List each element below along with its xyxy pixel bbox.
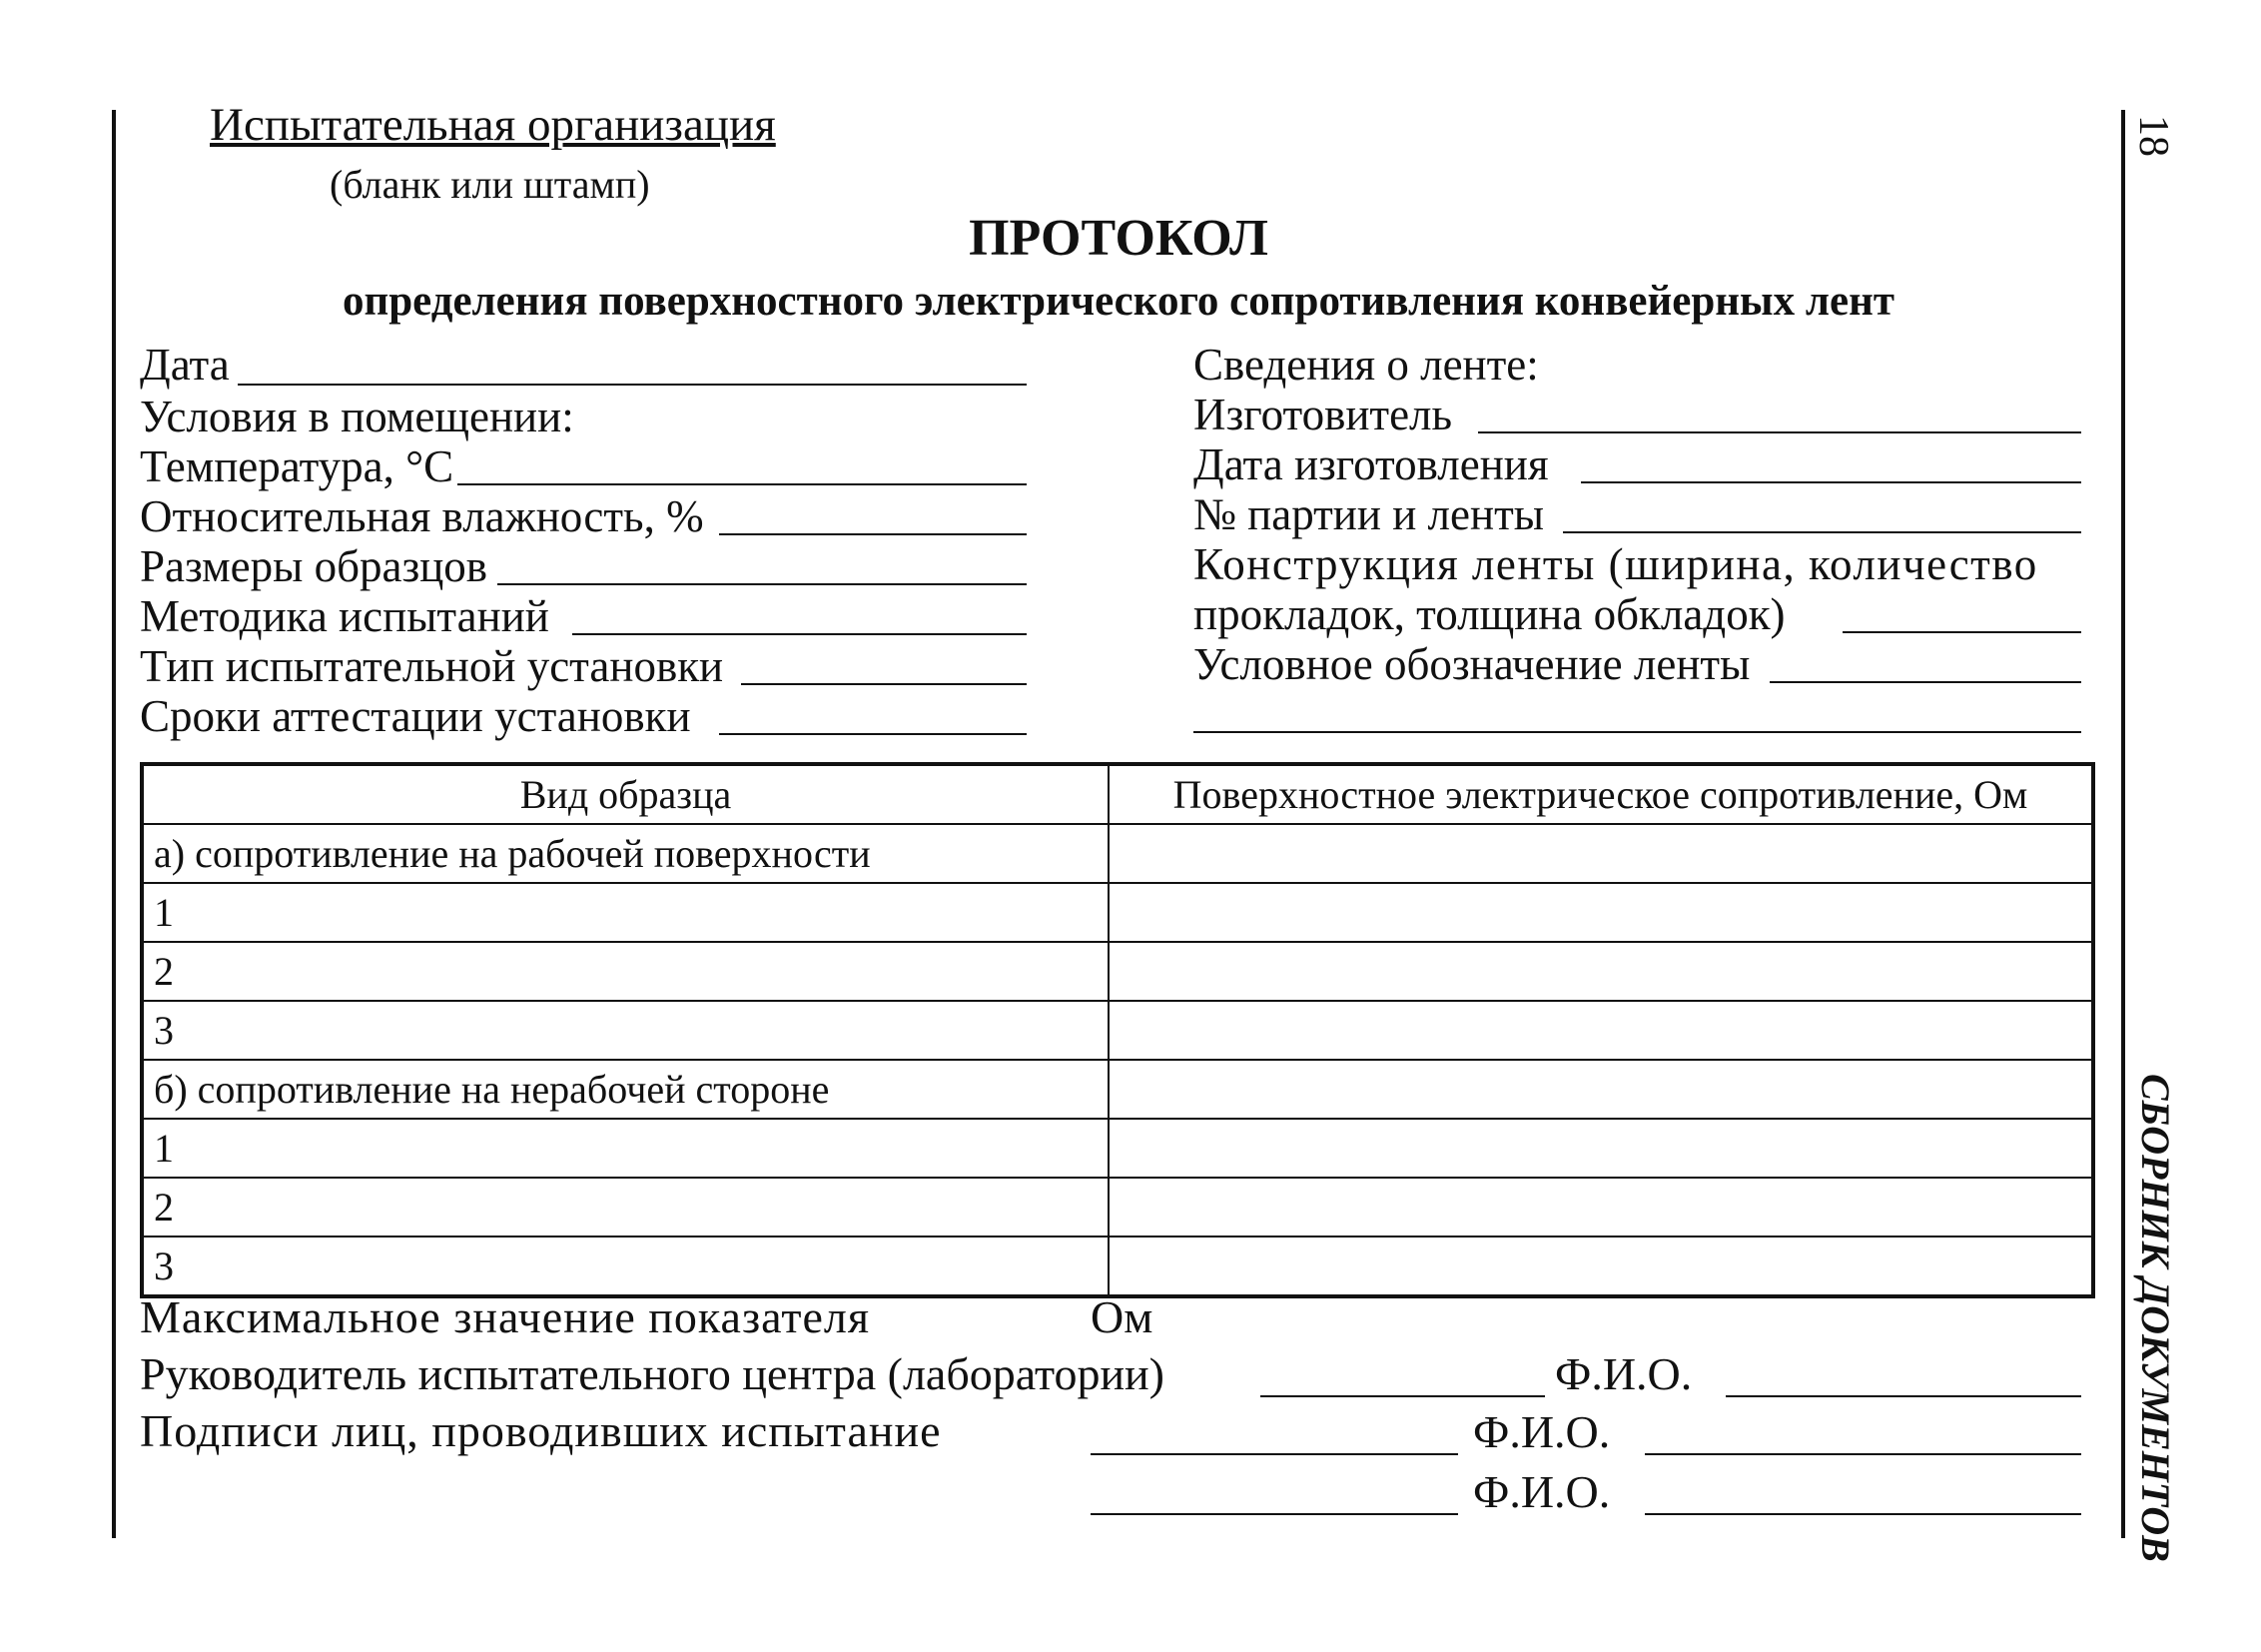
field-temperature-line[interactable]: [457, 483, 1027, 485]
tester2-fio-label: Ф.И.О.: [1473, 1466, 1611, 1517]
field-construction-label-cont: прокладок, толщина обкладок): [1193, 589, 1786, 639]
table-header-row: [142, 764, 2093, 824]
field-certification-line[interactable]: [719, 733, 1027, 735]
value-cell[interactable]: [1109, 1001, 2093, 1060]
row-label: 1: [142, 1119, 1109, 1178]
head-fio-line[interactable]: [1726, 1395, 2081, 1397]
table-row: [142, 883, 2093, 942]
field-construction-label: Конструкция ленты (ширина, количество: [1193, 539, 2038, 589]
row-label: 3: [142, 1001, 1109, 1060]
tester1-fio-label: Ф.И.О.: [1473, 1406, 1611, 1457]
field-certification-label: Сроки аттестации установки: [140, 691, 691, 741]
table-row: [142, 1001, 2093, 1060]
value-cell[interactable]: [1109, 942, 2093, 1001]
field-humidity-line[interactable]: [719, 533, 1027, 535]
field-conditions-label: Условия в помещении:: [140, 392, 574, 441]
field-sample-size-line[interactable]: [497, 583, 1027, 585]
organization-note: (бланк или штамп): [330, 162, 650, 207]
field-manufacturer-line[interactable]: [1478, 431, 2081, 433]
left-margin-rule: [112, 110, 116, 1538]
page-number: 18: [2130, 115, 2176, 157]
table-row: [142, 1060, 2093, 1119]
value-cell[interactable]: [1109, 1119, 2093, 1178]
value-cell[interactable]: [1109, 1060, 2093, 1119]
field-date-line[interactable]: [238, 384, 1027, 386]
value-cell[interactable]: [1109, 883, 2093, 942]
head-of-lab-label: Руководитель испытательного центра (лаборатории): [140, 1348, 1164, 1399]
field-batch-label: № партии и ленты: [1193, 489, 1544, 539]
organization-label: Испытательная организация: [210, 99, 776, 151]
field-method-line[interactable]: [572, 633, 1027, 635]
tester2-signature-line[interactable]: [1091, 1513, 1458, 1515]
field-installation-type-line[interactable]: [741, 683, 1027, 685]
tester1-fio-line[interactable]: [1645, 1453, 2081, 1455]
row-label: 1: [142, 883, 1109, 942]
field-method-label: Методика испытаний: [140, 591, 549, 641]
head-fio-label: Ф.И.О.: [1555, 1348, 1693, 1399]
table-row: [142, 1237, 2093, 1296]
tester1-signature-line[interactable]: [1091, 1453, 1458, 1455]
field-installation-type-label: Тип испытательной установки: [140, 641, 724, 691]
document-title: ПРОТОКОЛ: [969, 210, 1268, 267]
field-designation-label: Условное обозначение ленты: [1193, 639, 1751, 689]
right-margin-rule: [2121, 110, 2125, 1538]
document-subtitle: определения поверхностного электрического сопротивления конвейерных лент: [342, 278, 1894, 325]
belt-info-heading: Сведения о ленте:: [1193, 340, 1539, 390]
tester2-fio-line[interactable]: [1645, 1513, 2081, 1515]
field-batch-line[interactable]: [1563, 531, 2081, 533]
value-cell[interactable]: [1109, 1178, 2093, 1237]
field-temperature-label: Температура, °С: [140, 441, 454, 491]
row-label: 3: [142, 1237, 1109, 1296]
max-value-unit: Ом: [1091, 1291, 1153, 1342]
max-value-label: Максимальное значение показателя: [140, 1291, 870, 1342]
row-label: 2: [142, 1178, 1109, 1237]
table-row: [142, 824, 2093, 883]
table-row: [142, 1119, 2093, 1178]
table-row: [142, 1178, 2093, 1237]
field-construction-line[interactable]: [1843, 631, 2081, 633]
field-manufacturer-label: Изготовитель: [1193, 390, 1453, 439]
field-sample-size-label: Размеры образцов: [140, 541, 488, 591]
collection-title: СБОРНИК ДОКУМЕНТОВ: [2133, 1074, 2178, 1562]
row-label: б) сопротивление на нерабочей стороне: [142, 1060, 1109, 1119]
field-designation-line[interactable]: [1770, 681, 2081, 683]
results-table: [140, 762, 2095, 1298]
column-header-resistance: Поверхностное электрическое сопротивление, Ом: [1109, 764, 2093, 824]
field-date-label: Дата: [140, 340, 230, 390]
signatures-label: Подписи лиц, проводивших испытание: [140, 1405, 942, 1456]
field-manufacture-date-label: Дата изготовления: [1193, 439, 1549, 489]
row-label: а) сопротивление на рабочей поверхности: [142, 824, 1109, 883]
column-header-sample: Вид образца: [142, 764, 1109, 824]
field-manufacture-date-line[interactable]: [1581, 481, 2081, 483]
head-signature-line[interactable]: [1260, 1395, 1545, 1397]
value-cell[interactable]: [1109, 824, 2093, 883]
field-humidity-label: Относительная влажность, %: [140, 491, 704, 541]
field-designation-line-extra[interactable]: [1193, 731, 2081, 733]
value-cell[interactable]: [1109, 1237, 2093, 1296]
row-label: 2: [142, 942, 1109, 1001]
table-row: [142, 942, 2093, 1001]
